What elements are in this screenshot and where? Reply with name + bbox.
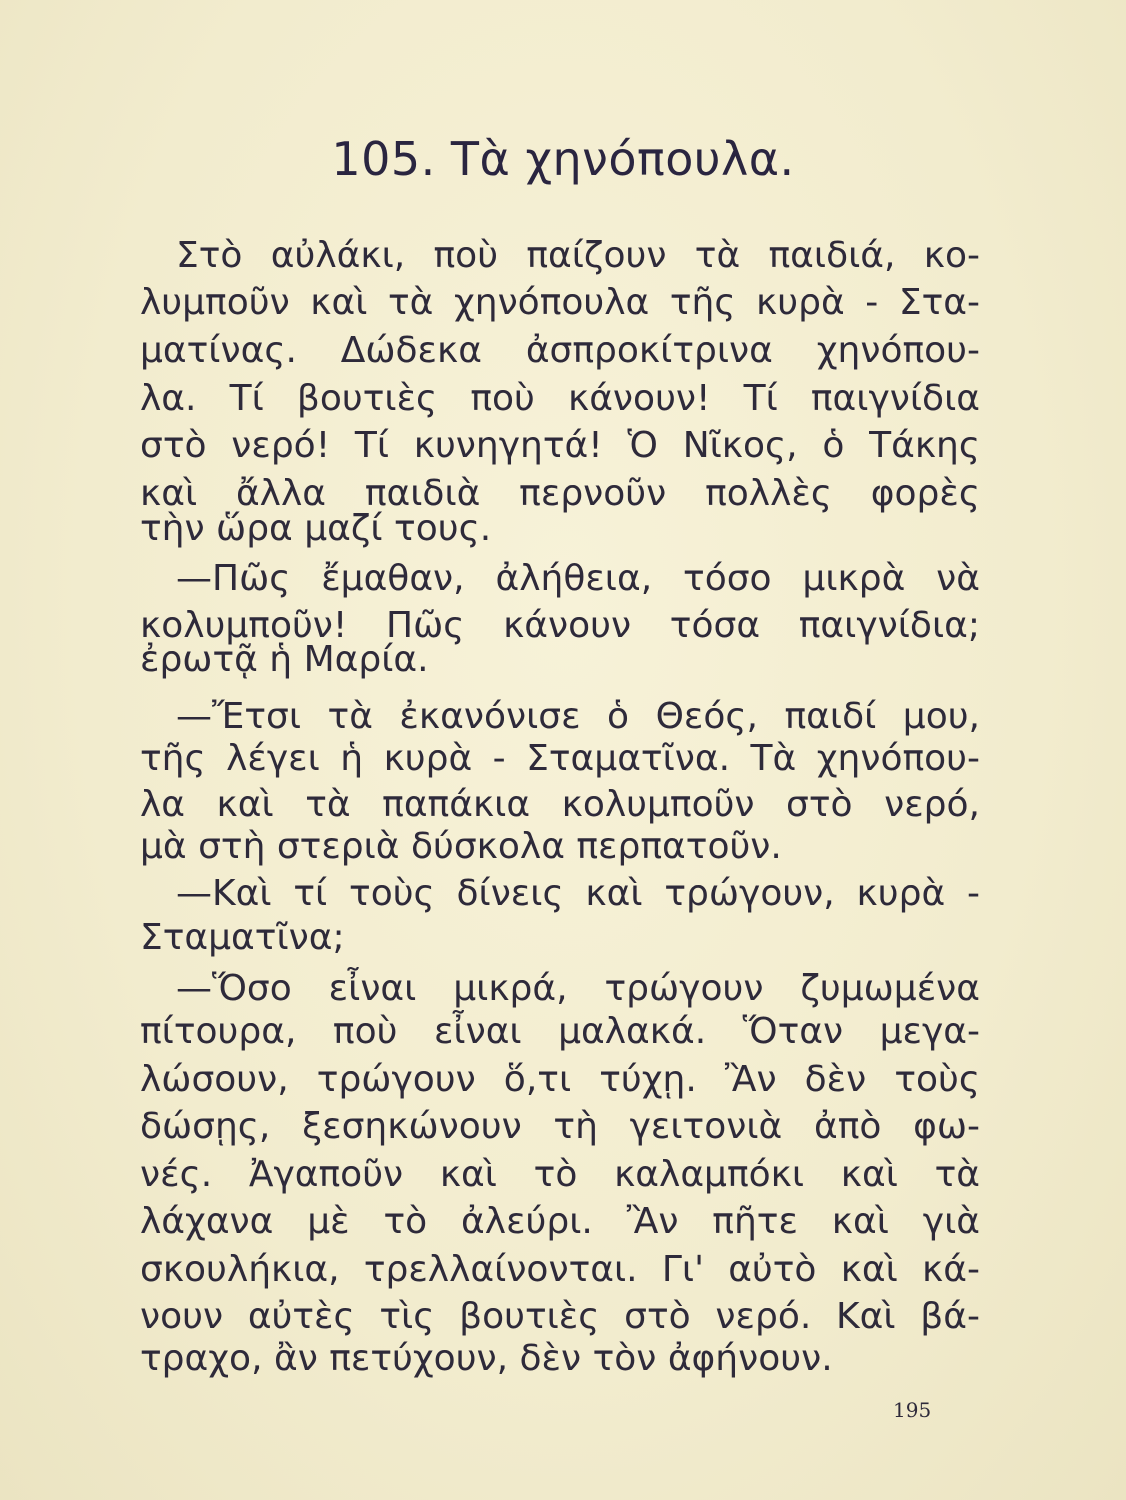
page-number: 195 bbox=[893, 1398, 932, 1422]
text-line-18: πίτουρα, ποὺ εἶναι μαλακά. Ὅταν μεγα- bbox=[140, 1011, 980, 1052]
text-line-24: νουν αὐτὲς τὶς βουτιὲς στὸ νερό. Καὶ βά- bbox=[140, 1296, 980, 1337]
text-line-23: σκουλήκια, τρελλαίνονται. Γι' αὐτὸ καὶ κά- bbox=[140, 1249, 980, 1290]
chapter-title: 105. Τὰ χηνόπουλα. bbox=[331, 132, 795, 186]
text-line-2: λυμποῦν καὶ τὰ χηνόπουλα τῆς κυρὰ - Στα- bbox=[140, 282, 980, 323]
text-line-6: καὶ ἄλλα παιδιὰ περνοῦν πολλὲς φορὲς bbox=[140, 473, 980, 514]
text-line-16: Σταματῖνα; bbox=[140, 917, 345, 958]
text-line-4: λα. Τί βουτιὲς ποὺ κάνουν! Τί παιγνίδια bbox=[140, 378, 980, 419]
text-line-20: δώσῃς, ξεσηκώνουν τὴ γειτονιὰ ἀπὸ φω- bbox=[140, 1106, 980, 1147]
text-line-3: ματίνας. Δώδεκα ἀσπροκίτρινα χηνόπου- bbox=[140, 330, 980, 371]
text-line-7: τὴν ὥρα μαζί τους. bbox=[140, 508, 492, 549]
text-line-13: λα καὶ τὰ παπάκια κολυμποῦν στὸ νερό, bbox=[140, 784, 980, 825]
text-line-1: Στὸ αὐλάκι, ποὺ παίζουν τὰ παιδιά, κο- bbox=[176, 235, 980, 276]
text-line-22: λάχανα μὲ τὸ ἀλεύρι. Ἂν πῆτε καὶ γιὰ bbox=[140, 1201, 980, 1242]
text-line-25: τραχο, ἂν πετύχουν, δὲν τὸν ἀφήνουν. bbox=[140, 1338, 833, 1379]
text-line-5: στὸ νερό! Τί κυνηγητά! Ὁ Νῖκος, ὁ Τάκης bbox=[140, 425, 980, 466]
text-line-11: —Ἔτσι τὰ ἐκανόνισε ὁ Θεός, παιδί μου, bbox=[176, 696, 980, 737]
text-line-15: —Καὶ τί τοὺς δίνεις καὶ τρώγουν, κυρὰ - bbox=[176, 873, 980, 914]
text-line-14: μὰ στὴ στεριὰ δύσκολα περπατοῦν. bbox=[140, 826, 782, 867]
text-line-19: λώσουν, τρώγουν ὅ,τι τύχῃ. Ἂν δὲν τοὺς bbox=[140, 1059, 980, 1100]
text-line-9: κολυμποῦν! Πῶς κάνουν τόσα παιγνίδια; bbox=[140, 605, 980, 646]
text-line-21: νές. Ἀγαποῦν καὶ τὸ καλαμπόκι καὶ τὰ bbox=[140, 1154, 980, 1195]
text-line-8: —Πῶς ἔμαθαν, ἀλήθεια, τόσο μικρὰ νὰ bbox=[176, 558, 980, 599]
text-line-17: —Ὅσο εἶναι μικρά, τρώγουν ζυμωμένα bbox=[176, 968, 980, 1009]
text-line-12: τῆς λέγει ἡ κυρὰ - Σταματῖνα. Τὰ χηνόπου- bbox=[140, 738, 980, 779]
text-line-10: ἐρωτᾷ ἡ Μαρία. bbox=[140, 639, 429, 680]
